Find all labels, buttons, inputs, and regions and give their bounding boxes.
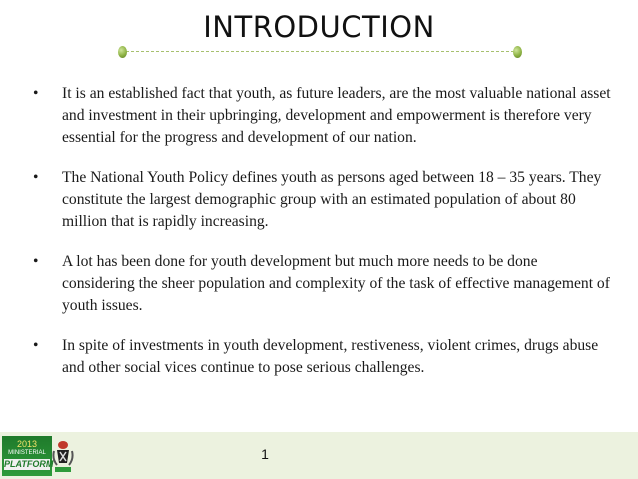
bullet-marker: • bbox=[33, 169, 39, 186]
divider-line bbox=[126, 51, 514, 52]
footer-bar bbox=[0, 432, 638, 479]
divider-left-bead-icon bbox=[118, 46, 127, 58]
bullet-text: It is an established fact that youth, as future leaders, are the most valuable national asset and investment in their upbringing, development and empowerment is therefore very essential for the progress and development of our nation. bbox=[62, 85, 611, 146]
bullet-item bbox=[33, 167, 613, 233]
logo-word: PLATFORM bbox=[4, 459, 54, 469]
bullet-marker: • bbox=[33, 85, 39, 102]
bullet-text: The National Youth Policy defines youth as persons aged between 18 – 35 years. They constitute the largest demographic group with an estimated population of about 80 million that is rapidly increasing. bbox=[62, 169, 602, 230]
page-number: 1 bbox=[261, 446, 269, 462]
slide-title: INTRODUCTION bbox=[203, 10, 435, 44]
ministerial-platform-logo bbox=[2, 436, 52, 476]
bullet-item bbox=[33, 335, 613, 379]
bullet-list bbox=[33, 83, 613, 397]
bullet-marker: • bbox=[33, 337, 39, 354]
bullet-text: A lot has been done for youth development but much more needs to be done considering the sheer population and complexity of the task of effective management of youth issues. bbox=[62, 253, 610, 314]
bullet-marker: • bbox=[33, 253, 39, 270]
logo-year: 2013 bbox=[16, 439, 38, 449]
logo-line: MINISTERIAL bbox=[8, 450, 46, 456]
divider-right-bead-icon bbox=[513, 46, 522, 58]
title-divider bbox=[118, 46, 522, 58]
bullet-text: In spite of investments in youth development, restiveness, violent crimes, drugs abuse and other social vices continue to pose serious challenges. bbox=[62, 337, 599, 376]
coat-of-arms-icon bbox=[52, 437, 74, 475]
bullet-item bbox=[33, 83, 613, 149]
bullet-item bbox=[33, 251, 613, 317]
